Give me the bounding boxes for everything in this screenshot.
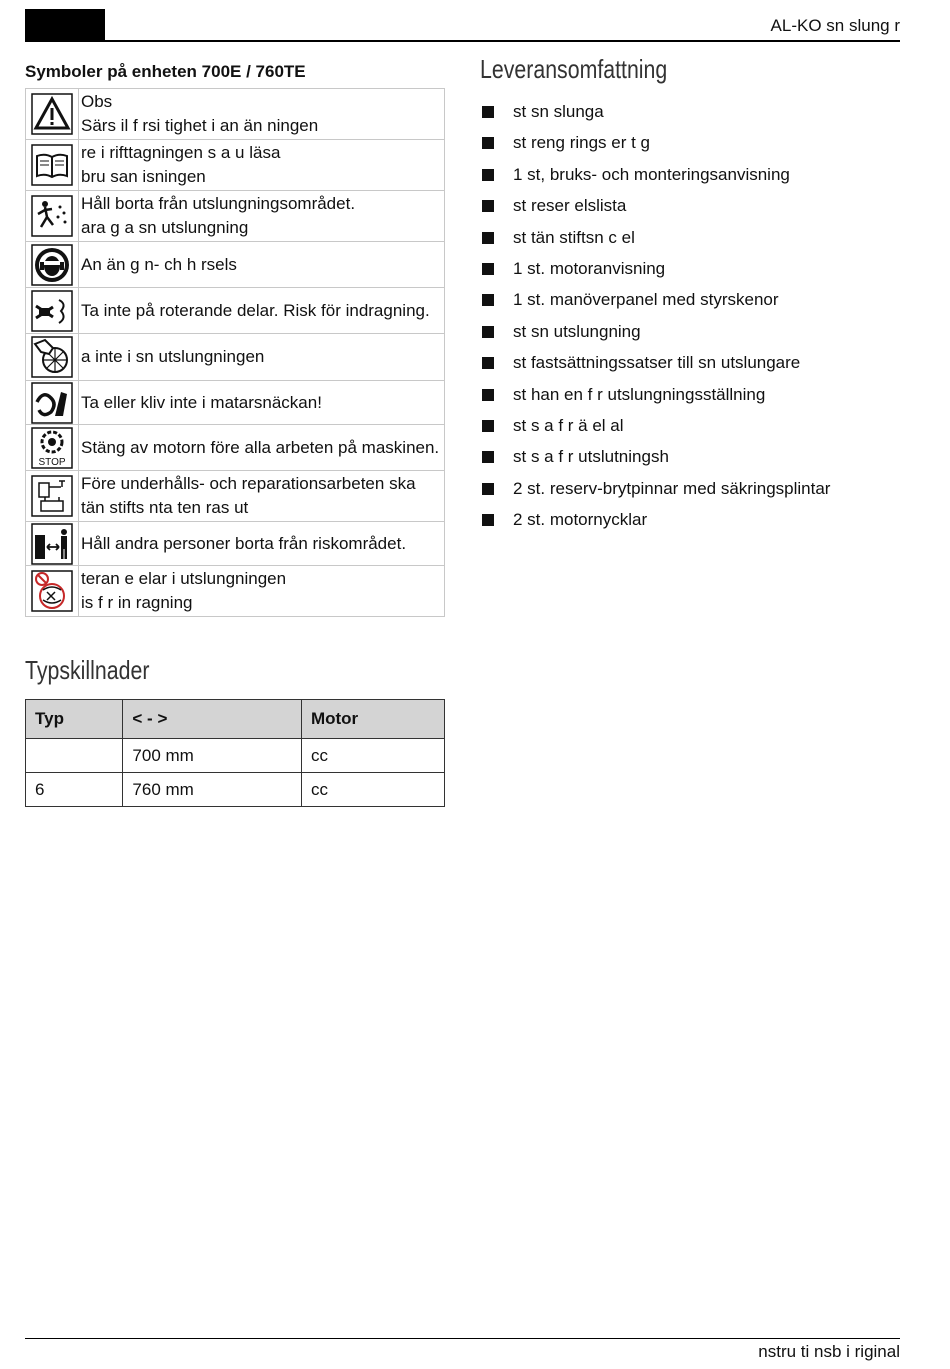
typ-heading: Typskillnader — [25, 655, 150, 685]
symbol-icon-cell — [26, 381, 79, 425]
col-header-motor: Motor — [301, 700, 444, 739]
list-item: st s a f r utslutningsh — [480, 441, 830, 472]
list-item: st reser elslista — [480, 190, 830, 221]
symbols-heading: Symboler på enheten 700E / 760TE — [25, 62, 306, 81]
symbol-row — [26, 522, 445, 566]
bullet-square-icon — [482, 137, 494, 149]
list-item: 1 st, bruks- och monteringsanvisning — [480, 159, 830, 190]
leverans-heading: Leveransomfattning — [480, 54, 668, 84]
list-item: st tän stiftsn c el — [480, 222, 830, 253]
symbol-row — [26, 381, 445, 425]
symbols-table — [25, 88, 445, 617]
list-item: 1 st. motoranvisning — [480, 253, 830, 284]
bullet-square-icon — [482, 451, 494, 463]
symbol-text: An än g n- ch h rsels — [79, 242, 445, 288]
thrown-objects-icon — [31, 195, 73, 237]
cell-typ — [26, 739, 123, 773]
bullet-square-icon — [482, 200, 494, 212]
table-row — [26, 739, 445, 773]
table-row — [26, 773, 445, 807]
list-item: st sn utslungning — [480, 316, 830, 347]
manual-book-icon — [31, 144, 73, 186]
no-hands-rotating-icon — [31, 570, 73, 612]
symbol-row — [26, 242, 445, 288]
list-item: 2 st. motornycklar — [480, 504, 830, 535]
col-header-typ: Typ — [26, 700, 123, 739]
list-item: st han en f r utslungningsställning — [480, 379, 830, 410]
header-tab-box — [25, 9, 105, 41]
symbol-text: teran e elar i utslungningen is f r in ragning — [79, 566, 445, 617]
symbol-text: a inte i sn utslungningen — [79, 334, 445, 381]
list-item: st reng rings er t g — [480, 127, 830, 158]
symbol-row — [26, 471, 445, 522]
symbol-icon-cell — [26, 191, 79, 242]
cell-typ: 6 — [26, 773, 123, 807]
symbol-icon-cell — [26, 334, 79, 381]
bullet-square-icon — [482, 263, 494, 275]
bullet-square-icon — [482, 514, 494, 526]
symbol-icon-cell — [26, 288, 79, 334]
symbol-text: Håll andra personer borta från riskområdet. — [79, 522, 445, 566]
symbol-row — [26, 566, 445, 617]
symbol-icon-cell — [26, 471, 79, 522]
symbol-icon-cell — [26, 566, 79, 617]
symbol-text: Före underhålls- och reparationsarbeten ska tän stifts nta ten ras ut — [79, 471, 445, 522]
bullet-square-icon — [482, 357, 494, 369]
cell-width: 760 mm — [123, 773, 302, 807]
header-title: AL-KO sn slung r — [770, 16, 900, 35]
symbol-text: re i rifttagningen s a u läsa bru san isningen — [79, 140, 445, 191]
footer-rule — [25, 1338, 900, 1339]
symbol-text: Håll borta från utslungningsområdet. ara g a sn utslungning — [79, 191, 445, 242]
bullet-square-icon — [482, 294, 494, 306]
bullet-square-icon — [482, 389, 494, 401]
list-item: st s a f r ä el al — [480, 410, 830, 441]
symbol-text: Stäng av motorn före alla arbeten på maskinen. — [79, 425, 445, 471]
bullet-square-icon — [482, 232, 494, 244]
symbol-icon-cell — [26, 140, 79, 191]
list-item: 1 st. manöverpanel med styrskenor — [480, 284, 830, 315]
list-item: st fastsättningssatser till sn utslungare — [480, 347, 830, 378]
symbol-row — [26, 334, 445, 381]
cell-motor: cc — [301, 773, 444, 807]
hand-in-chute-icon — [31, 336, 73, 378]
bullet-square-icon — [482, 169, 494, 181]
symbol-icon-cell — [26, 89, 79, 140]
bullet-square-icon — [482, 326, 494, 338]
leverans-list — [480, 96, 830, 535]
footer-doc-title: nstru ti nsb i riginal — [758, 1342, 900, 1361]
bullet-square-icon — [482, 420, 494, 432]
bullet-square-icon — [482, 106, 494, 118]
symbol-row — [26, 191, 445, 242]
bullet-square-icon — [482, 483, 494, 495]
col-header-width: < - > — [123, 700, 302, 739]
cell-motor: cc — [301, 739, 444, 773]
list-item: st sn slunga — [480, 96, 830, 127]
symbol-icon-cell — [26, 242, 79, 288]
cell-width: 700 mm — [123, 739, 302, 773]
rotating-parts-icon — [31, 290, 73, 332]
stop-engine-icon — [31, 427, 73, 469]
warning-triangle-icon — [31, 93, 73, 135]
keep-distance-icon — [31, 523, 73, 565]
symbol-icon-cell — [26, 425, 79, 471]
symbol-text: Ta inte på roterande delar. Risk för indragning. — [79, 288, 445, 334]
eye-ear-protection-icon — [31, 244, 73, 286]
symbol-icon-cell — [26, 522, 79, 566]
symbol-row — [26, 425, 445, 471]
stop-label: STOP — [38, 456, 66, 468]
symbol-text: Obs Särs il f rsi tighet i an än ningen — [79, 89, 445, 140]
disconnect-spark-plug-icon — [31, 475, 73, 517]
header-rule — [25, 40, 900, 42]
symbol-row — [26, 89, 445, 140]
symbol-row — [26, 140, 445, 191]
table-header-row — [26, 700, 445, 739]
typ-table — [25, 699, 445, 807]
symbol-row — [26, 288, 445, 334]
list-item: 2 st. reserv-brytpinnar med säkringsplintar — [480, 473, 830, 504]
symbol-text: Ta eller kliv inte i matarsnäckan! — [79, 381, 445, 425]
auger-foot-icon — [31, 382, 73, 424]
